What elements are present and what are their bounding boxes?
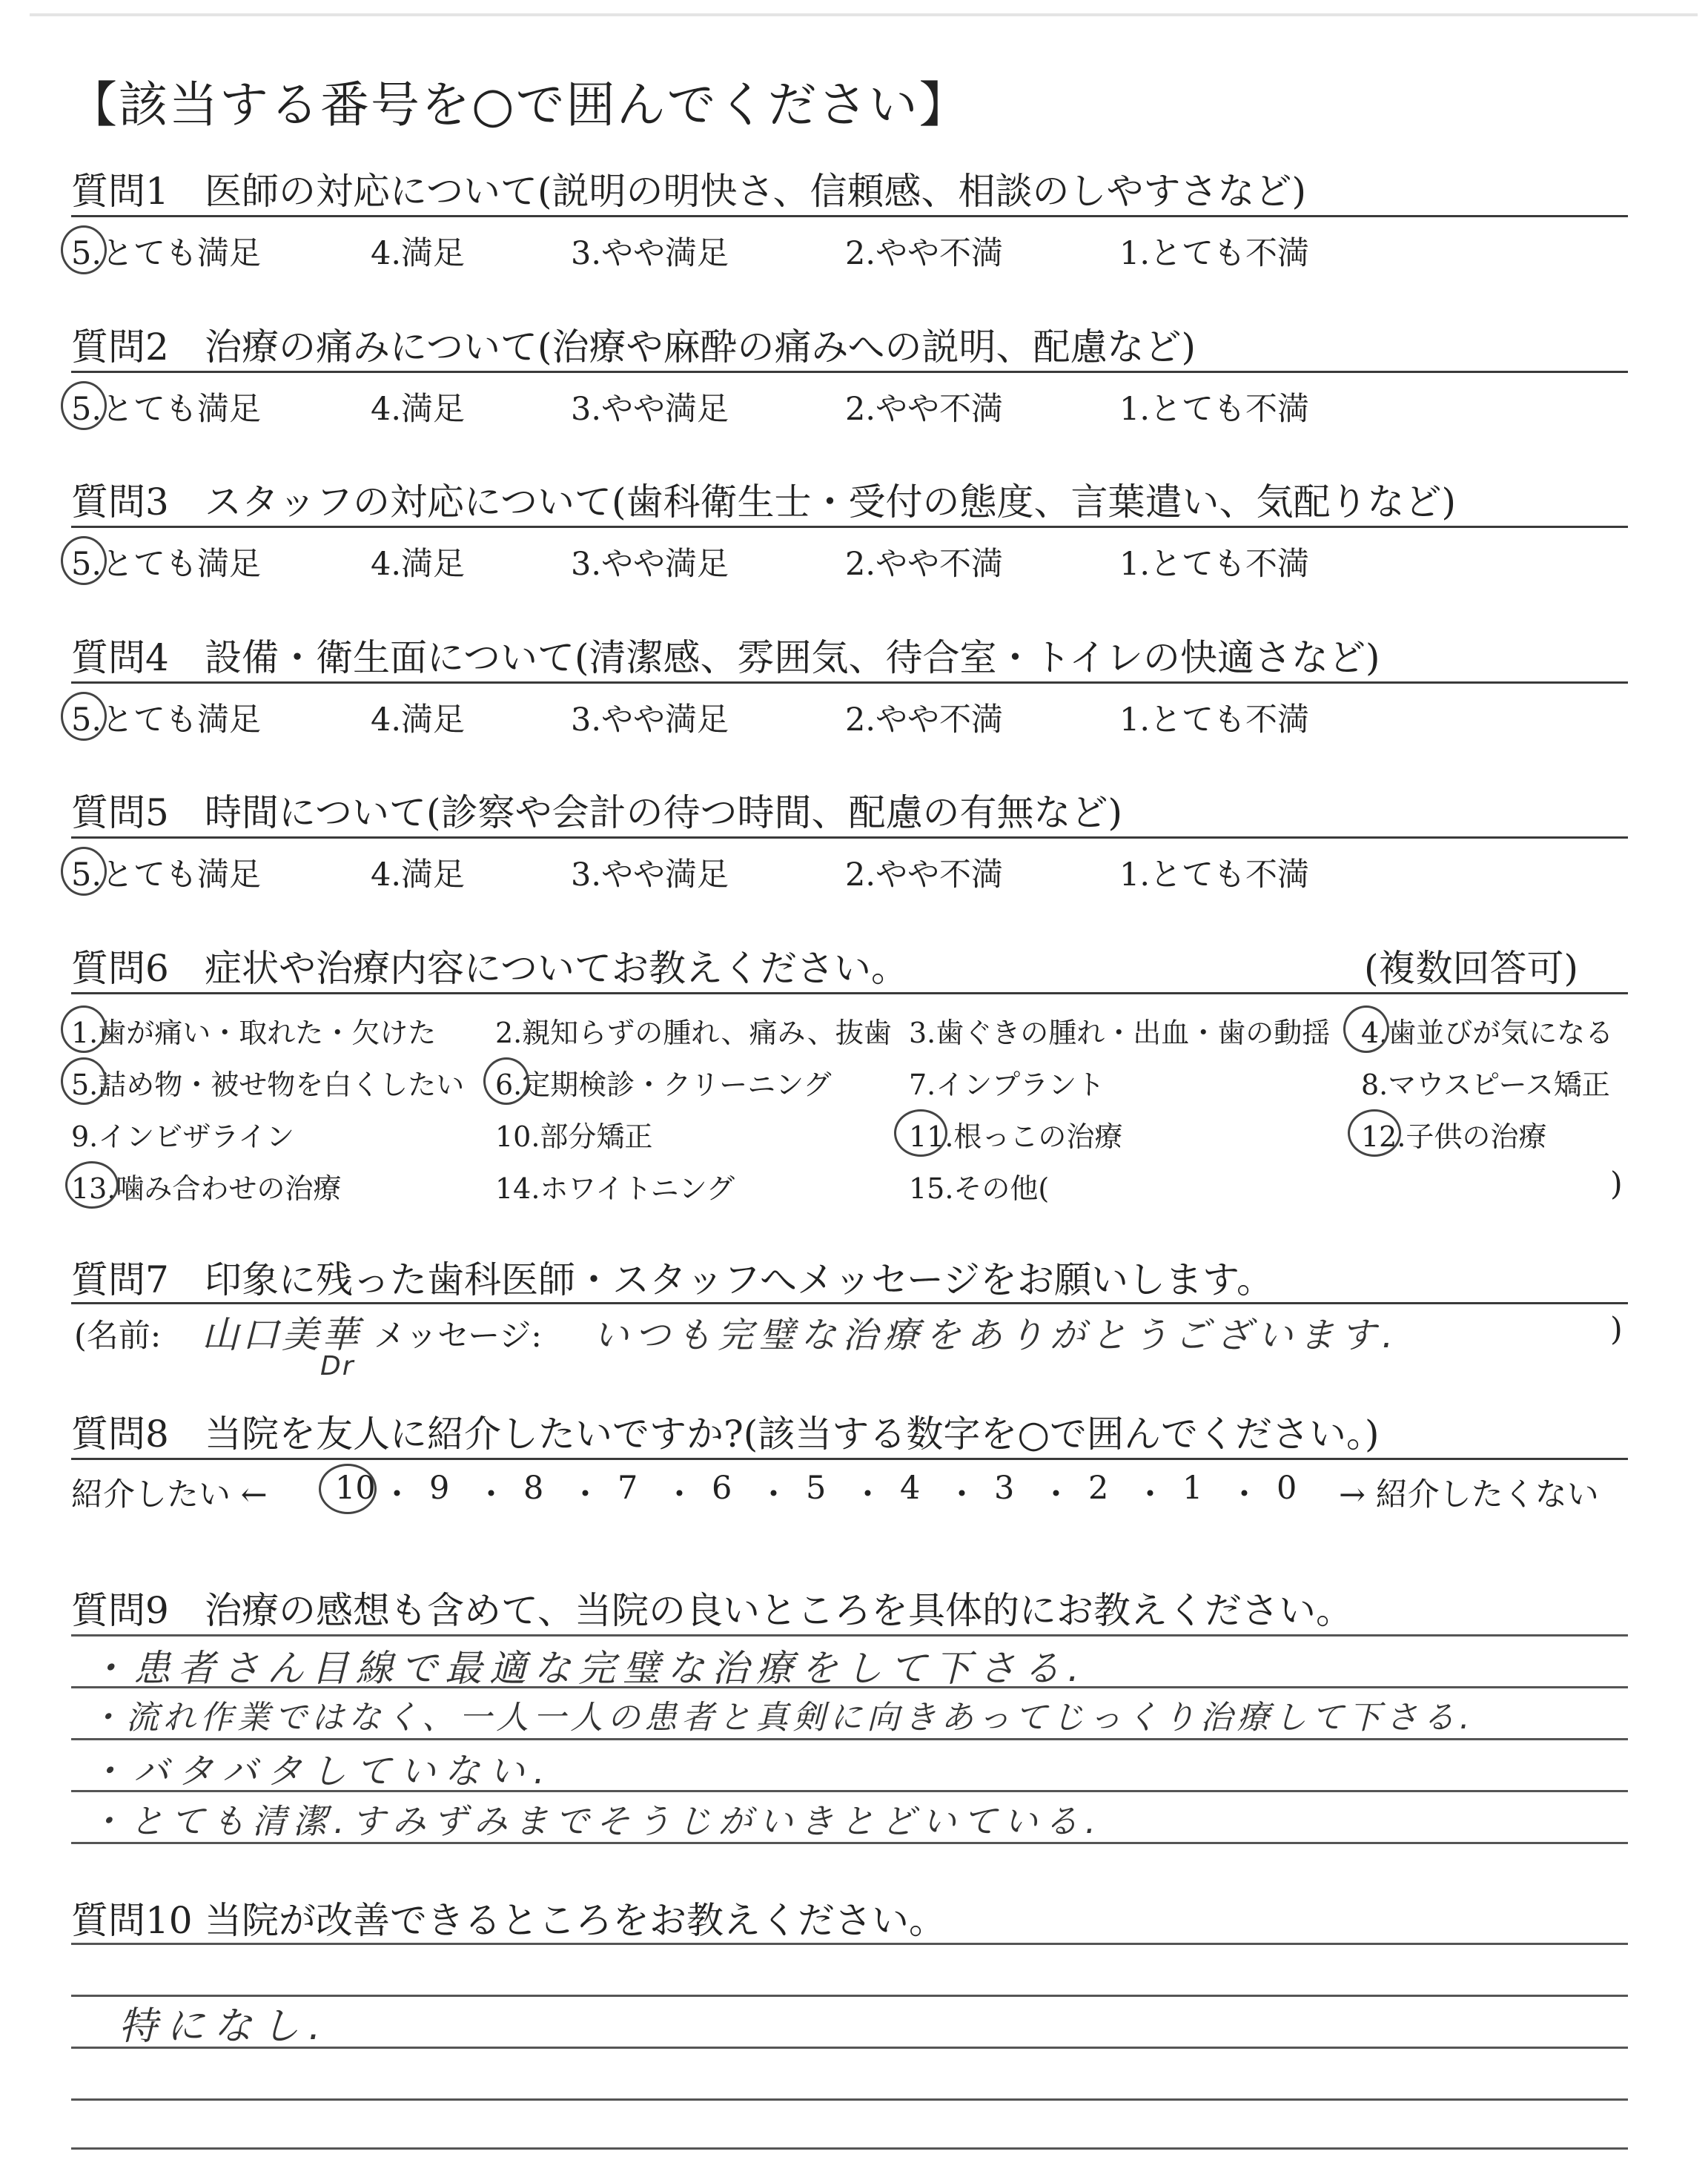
q10-title (71, 1891, 946, 1944)
q3-option-4[interactable]: 4.満足 (371, 546, 466, 583)
q5-option-4[interactable]: 4.満足 (371, 856, 466, 894)
q8-text: 当院を友人に紹介したいですか?(該当する数字を○で囲んでください。) (205, 1413, 1380, 1456)
q9-handwritten-line-3: ・バタバタしていない. (89, 1751, 554, 1792)
q8-scale-2[interactable]: 2 (1088, 1470, 1109, 1507)
q4-rule (71, 681, 1628, 684)
q8-scale-0[interactable]: 0 (1277, 1470, 1297, 1507)
q6-option-7[interactable]: 7.インプラント (909, 1069, 1105, 1101)
q3-title (71, 472, 1456, 526)
q6-number: 質問6 (71, 947, 169, 990)
q3-rule (71, 526, 1628, 528)
q6-option-5[interactable]: 5.詰め物・被せ物を白くしたい (71, 1069, 465, 1101)
q7-number: 質問7 (71, 1258, 169, 1301)
q6-selected-circle-13 (65, 1161, 119, 1209)
q1-option-5[interactable]: 5.とても満足 (71, 235, 262, 272)
q8-separator: ・ (1134, 1476, 1166, 1513)
q6-option-8[interactable]: 8.マウスピース矯正 (1361, 1069, 1610, 1101)
q6-option-15[interactable]: 15.その他( (909, 1172, 1050, 1205)
q3-selected-circle (61, 536, 107, 585)
q7-message-label: メッセージ: (374, 1318, 542, 1355)
q2-option-2[interactable]: 2.やや不満 (845, 391, 1004, 428)
q8-separator: ・ (852, 1476, 884, 1513)
q6-selected-circle-4 (1343, 1005, 1389, 1053)
q6-option-9[interactable]: 9.インビザライン (71, 1120, 295, 1153)
q8-separator: ・ (1228, 1476, 1260, 1513)
q8-scale-10[interactable]: 10 (335, 1470, 376, 1507)
q6-option-2[interactable]: 2.親知らずの腫れ、痛み、抜歯 (495, 1017, 892, 1049)
q4-option-1[interactable]: 1.とても不満 (1119, 701, 1310, 739)
q8-separator: ・ (663, 1476, 695, 1513)
q7-title (71, 1250, 1274, 1304)
q1-number: 質問1 (71, 170, 169, 213)
q8-left-label: 紹介したい ← (71, 1476, 268, 1513)
q6-option-10[interactable]: 10.部分矯正 (495, 1120, 653, 1153)
q1-option-2[interactable]: 2.やや不満 (845, 235, 1004, 272)
q1-selected-circle (61, 225, 107, 274)
q9-handwritten-line-2: ・流れ作業ではなく、一人一人の患者と真剣に向きあってじっくり治療して下さる. (89, 1699, 1474, 1737)
q5-selected-circle (61, 847, 107, 896)
q9-number: 質問9 (71, 1589, 169, 1632)
q6-option-4[interactable]: 4.歯並びが気になる (1361, 1017, 1614, 1049)
q6-selected-circle-11 (894, 1109, 947, 1157)
q8-selected-circle (319, 1464, 377, 1514)
q2-option-1[interactable]: 1.とても不満 (1119, 391, 1310, 428)
q2-title (71, 317, 1196, 371)
q3-option-3[interactable]: 3.やや満足 (571, 546, 729, 583)
q6-option-14[interactable]: 14.ホワイトニング (495, 1172, 735, 1205)
q6-selected-circle-1 (61, 1005, 107, 1053)
q9-writing-line (71, 1634, 1628, 1636)
q6-selected-circle-5 (61, 1057, 107, 1105)
q1-option-3[interactable]: 3.やや満足 (571, 235, 729, 272)
q9-text: 治療の感想も含めて、当院の良いところを具体的にお教えください。 (205, 1589, 1353, 1632)
q7-name-label: (名前: (74, 1318, 162, 1355)
q3-option-5[interactable]: 5.とても満足 (71, 546, 262, 583)
q6-selected-circle-6 (483, 1057, 529, 1105)
q6-option-3[interactable]: 3.歯ぐきの腫れ・出血・歯の動揺 (909, 1017, 1331, 1049)
q6-option-6[interactable]: 6.定期検診・クリーニング (495, 1069, 832, 1101)
q6-rule (71, 992, 1628, 994)
q8-scale-1[interactable]: 1 (1182, 1470, 1203, 1507)
top-border (30, 13, 1698, 16)
q4-option-2[interactable]: 2.やや不満 (845, 701, 1004, 739)
q8-scale-7[interactable]: 7 (618, 1470, 638, 1507)
q6-option-1[interactable]: 1.歯が痛い・取れた・欠けた (71, 1017, 437, 1049)
q7-handwritten-name: 山口美華 (202, 1313, 362, 1356)
q5-title (71, 783, 1122, 836)
q1-text: 医師の対応について(説明の明快さ、信頼感、相談のしやすさなど) (205, 170, 1307, 213)
q4-option-5[interactable]: 5.とても満足 (71, 701, 262, 739)
q3-option-2[interactable]: 2.やや不満 (845, 546, 1004, 583)
q8-scale-4[interactable]: 4 (900, 1470, 921, 1507)
q6-title (71, 939, 908, 992)
q8-right-label: → 紹介したくない (1339, 1476, 1599, 1513)
q8-separator: ・ (758, 1476, 790, 1513)
q8-number: 質問8 (71, 1413, 169, 1456)
q2-selected-circle (61, 381, 107, 430)
q8-scale-6[interactable]: 6 (712, 1470, 732, 1507)
q2-option-5[interactable]: 5.とても満足 (71, 391, 262, 428)
q8-title (71, 1404, 1379, 1458)
q8-separator: ・ (946, 1476, 978, 1513)
q5-rule (71, 836, 1628, 839)
q5-option-2[interactable]: 2.やや不満 (845, 856, 1004, 894)
q6-option-12[interactable]: 12.子供の治療 (1361, 1120, 1547, 1153)
q5-option-1[interactable]: 1.とても不満 (1119, 856, 1310, 894)
q10-writing-line (71, 2098, 1628, 2101)
q5-number: 質問5 (71, 791, 169, 834)
q2-option-4[interactable]: 4.満足 (371, 391, 466, 428)
q9-writing-line (71, 1738, 1628, 1740)
q6-option-11[interactable]: 11.根っこの治療 (909, 1120, 1123, 1153)
q6-selected-circle-12 (1348, 1109, 1401, 1157)
q9-handwritten-line-1: ・患者さん目線で最適な完璧な治療をして下さる. (89, 1647, 1087, 1690)
q7-handwritten-message: いつも完璧な治療をありがとうございます. (593, 1315, 1400, 1356)
q7-close-paren: ) (1610, 1311, 1623, 1348)
q8-rule (71, 1458, 1628, 1460)
q10-number: 質問10 (71, 1899, 193, 1942)
q8-scale-8[interactable]: 8 (523, 1470, 544, 1507)
q4-option-4[interactable]: 4.満足 (371, 701, 466, 739)
q5-option-3[interactable]: 3.やや満足 (571, 856, 729, 894)
q2-option-3[interactable]: 3.やや満足 (571, 391, 729, 428)
q1-option-1[interactable]: 1.とても不満 (1119, 235, 1310, 272)
q4-number: 質問4 (71, 636, 169, 679)
q2-text: 治療の痛みについて(治療や麻酔の痛みへの説明、配慮など) (205, 326, 1196, 369)
q4-option-3[interactable]: 3.やや満足 (571, 701, 729, 739)
q4-selected-circle (61, 692, 107, 741)
q7-handwritten-name-note: Dr (320, 1351, 355, 1381)
q10-writing-line (71, 2147, 1628, 2150)
q5-text: 時間について(診察や会計の待つ時間、配慮の有無など) (205, 791, 1123, 834)
q6-other-close-paren: ) (1610, 1166, 1623, 1203)
q8-scale-9[interactable]: 9 (429, 1470, 450, 1507)
q8-separator: ・ (569, 1476, 601, 1513)
q1-title (71, 162, 1306, 215)
q10-writing-line (71, 1943, 1628, 1945)
q6-multi-note: (複数回答可) (1364, 947, 1579, 990)
q1-option-4[interactable]: 4.満足 (371, 235, 466, 272)
q8-scale-5[interactable]: 5 (806, 1470, 827, 1507)
q2-number: 質問2 (71, 326, 169, 369)
q8-separator: ・ (475, 1476, 507, 1513)
q3-text: スタッフの対応について(歯科衛生士・受付の態度、言葉遣い、気配りなど) (205, 480, 1457, 524)
q9-title (71, 1581, 1353, 1634)
q7-rule (71, 1302, 1628, 1304)
q10-handwritten-answer: 特になし. (119, 2004, 330, 2049)
q9-handwritten-line-4: ・とても清潔.すみずみまでそうじがいきとどいている. (89, 1801, 1103, 1841)
q2-rule (71, 371, 1628, 373)
q1-rule (71, 215, 1628, 217)
q8-separator: ・ (381, 1476, 413, 1513)
q3-number: 質問3 (71, 480, 169, 524)
q3-option-1[interactable]: 1.とても不満 (1119, 546, 1310, 583)
q6-option-13[interactable]: 13.噛み合わせの治療 (71, 1172, 342, 1205)
q6-text: 症状や治療内容についてお教えください。 (205, 947, 908, 990)
q10-text: 当院が改善できるところをお教えください。 (205, 1899, 946, 1942)
q5-option-5[interactable]: 5.とても満足 (71, 856, 262, 894)
q4-text: 設備・衛生面について(清潔感、雰囲気、待合室・トイレの快適さなど) (205, 636, 1380, 679)
q7-text: 印象に残った歯科医師・スタッフへメッセージをお願いします。 (205, 1258, 1274, 1301)
q8-scale-3[interactable]: 3 (994, 1470, 1015, 1507)
page-header: 【該当する番号を○で囲んでください】 (68, 76, 970, 133)
q4-title (71, 628, 1380, 681)
q8-separator: ・ (1040, 1476, 1072, 1513)
